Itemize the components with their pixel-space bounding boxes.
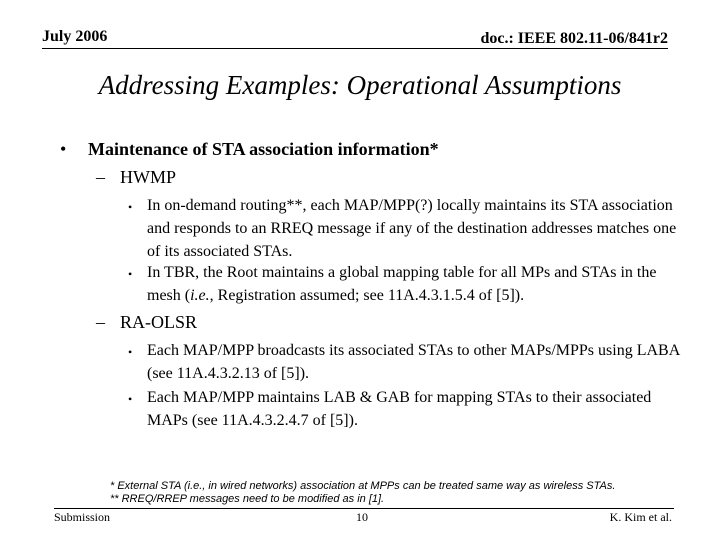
header-doc-id: doc.: IEEE 802.11-06/841r2: [480, 30, 668, 47]
hwmp-item-2-pre: In TBR, the Root maintains a global mapping table for all MPs and STAs in the mesh (: [147, 264, 657, 304]
sub-heading-hwmp: HWMP: [120, 167, 177, 187]
sub-bullet-marker: •: [128, 200, 133, 214]
hwmp-item-2-post: , Registration assumed; see 11A.4.3.1.5.4 of [5]).: [209, 287, 525, 304]
footer-rule: [54, 508, 674, 509]
hwmp-item-2: [147, 261, 687, 307]
ra-olsr-item-2: Each MAP/MPP maintains LAB & GAB for mapping STAs to their associated MAPs (see 11A.4.3.2.4.7 of [5]).: [147, 389, 652, 429]
footer-page-number: 10: [356, 510, 368, 524]
footer-author: K. Kim et al.: [609, 510, 672, 524]
footer-submission: Submission: [54, 510, 111, 524]
sub-bullet-marker: •: [128, 345, 133, 359]
header-date: July 2006: [42, 28, 108, 45]
bullet-marker: •: [60, 139, 67, 159]
hwmp-item-2-ie: i.e.: [190, 287, 210, 304]
sub-bullet-marker: •: [128, 267, 133, 281]
footnote-1: * External STA (i.e., in wired networks) association at MPPs can be treated same way as wireless STAs.: [110, 480, 616, 492]
bullet-main: Maintenance of STA association information*: [88, 139, 439, 159]
sub-bullet-marker: •: [128, 392, 133, 406]
slide-title: Addressing Examples: Operational Assumptions: [98, 70, 622, 100]
header-rule: [42, 48, 668, 49]
footnote-2: ** RREQ/RREP messages need to be modified as in [1].: [110, 493, 385, 505]
dash-marker: –: [96, 167, 105, 187]
hwmp-item-1: In on-demand routing**, each MAP/MPP(?) locally maintains its STA association and responds to an RREQ message if any of the destination addresses matches one of its associated STAs.: [147, 197, 677, 260]
dash-marker: –: [96, 312, 105, 332]
sub-heading-ra-olsr: RA-OLSR: [120, 312, 198, 332]
ra-olsr-item-1: Each MAP/MPP broadcasts its associated STAs to other MAPs/MPPs using LABA (see 11A.4.3.2.13 of [5]).: [147, 342, 680, 382]
